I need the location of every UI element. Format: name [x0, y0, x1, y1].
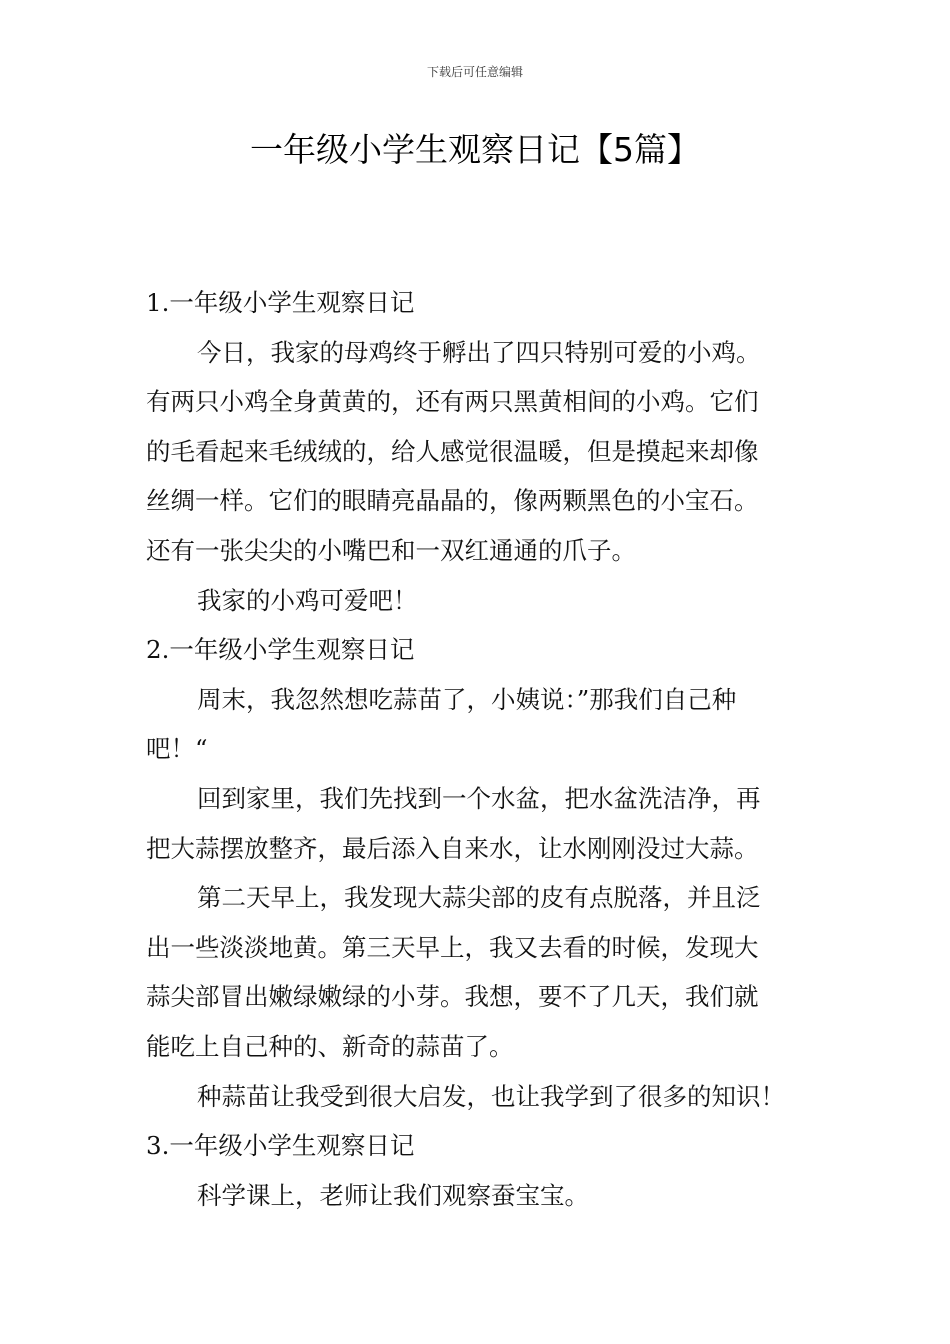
paragraph-line: 回到家里，我们先找到一个水盆，把水盆洗洁净，再	[197, 783, 761, 813]
paragraph-line: 出一些淡淡地黄。第三天早上，我又去看的时候，发现大	[146, 932, 759, 962]
document-title: 一年级小学生观察日记【5篇】	[250, 130, 700, 169]
section-heading: 3.一年级小学生观察日记	[146, 1131, 415, 1161]
paragraph-line: 能吃上自己种的、新奇的蒜苗了。	[146, 1031, 514, 1061]
paragraph-line: 丝绸一样。它们的眼睛亮晶晶的，像两颗黑色的小宝石。	[146, 486, 759, 516]
paragraph-line: 第二天早上，我发现大蒜尖部的皮有点脱落，并且泛	[197, 883, 761, 913]
header-note: 下载后可任意编辑	[426, 65, 523, 79]
paragraph-line: 我家的小鸡可爱吧！	[197, 585, 418, 615]
paragraph-line: 有两只小鸡全身黄黄的，还有两只黑黄相间的小鸡。它们	[146, 387, 759, 417]
paragraph-line: 的毛看起来毛绒绒的，给人感觉很温暖，但是摸起来却像	[146, 436, 759, 466]
paragraph-line: 吧！“	[146, 734, 208, 764]
paragraph-line: 蒜尖部冒出嫩绿嫩绿的小芽。我想，要不了几天，我们就	[146, 982, 759, 1012]
document-body	[146, 278, 806, 1220]
paragraph-line: 把大蒜摆放整齐，最后添入自来水，让水刚刚没过大蒜。	[146, 833, 759, 863]
paragraph-line: 科学课上，老师让我们观察蚕宝宝。	[197, 1180, 589, 1210]
paragraph-line: 还有一张尖尖的小嘴巴和一双红通通的爪子。	[146, 535, 636, 565]
paragraph-line: 周末，我忽然想吃蒜苗了，小姨说：”那我们自己种	[197, 684, 737, 714]
paragraph-line: 种蒜苗让我受到很大启发，也让我学到了很多的知识！	[197, 1081, 785, 1111]
section-heading: 1.一年级小学生观察日记	[146, 288, 415, 317]
paragraph-line: 今日，我家的母鸡终于孵出了四只特别可爱的小鸡。	[197, 337, 761, 367]
section-heading: 2.一年级小学生观察日记	[146, 635, 415, 665]
